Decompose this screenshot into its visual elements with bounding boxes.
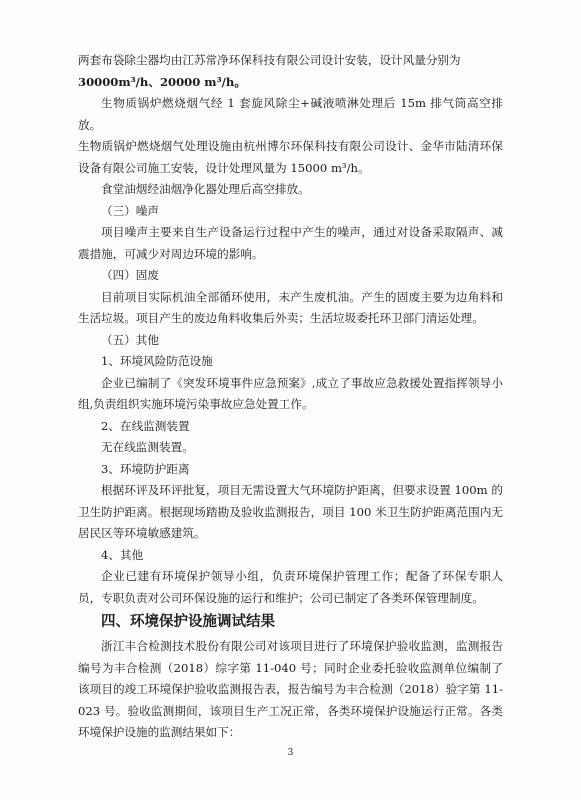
subheading-protection-distance: 3、环境防护距离	[101, 461, 190, 476]
para-risk: 企业已编制了《突发环境事件应急预案》,成立了事故应急救援处置指挥领导小组,负责组织实施环境污染事故应急处置工作。	[78, 375, 503, 411]
para-canteen-fumes: 食堂油烟经油烟净化器处理后高空排放。	[101, 182, 310, 196]
para-others: 企业已建有环境保护领导小组，负责环境保护管理工作；配备了环保专职人员，专职负责对公司环保设施的运行和维护；公司已制定了各类环保管理制度。	[78, 569, 503, 605]
subheading-online-monitoring: 2、在线监测装置	[101, 418, 190, 433]
heading-other: （五）其他	[101, 332, 159, 347]
para-commissioning: 浙江丰合检测技术股份有限公司对该项目进行了环境保护验收监测，监测报告编号为丰合检测（2018）综字第 11-040 号；同时企业委托验收监测单位编制了该项目的竣工环境保护验收监测报告表，报告编号为丰合检测（2018）验字第 11-023 号。验收监测期间，该项目生产工况正常，各类环境保护设施运行正常。各类环境保护设施的监测结果如下：	[78, 639, 503, 739]
para-airflow: 30000m³/h、20000 m³/h。	[78, 74, 246, 89]
para-noise: 项目噪声主要来自生产设备运行过程中产生的噪声，通过对设备采取隔声、减震措施，可减少对周边环境的影响。	[78, 225, 503, 261]
subheading-others: 4、其他	[101, 547, 144, 562]
para-biomass-boiler: 生物质锅炉燃烧烟气经 1 套旋风除尘+碱液喷淋处理后 15m 排气筒高空排放。	[78, 96, 503, 132]
para-protection-distance: 根据环评及环评批复，项目无需设置大气环境防护距离，但要求设置 100m 的卫生防护距离。根据现场踏勘及验收监测报告，项目 100 米卫生防护距离范围内无居民区等环境敏感建筑。	[78, 483, 503, 540]
para-boiler-facility: 生物质锅炉燃烧烟气处理设施由杭州博尔环保科技有限公司设计、金华市陆清环保设备有限公司施工安装，设计处理风量为 15000 m³/h。	[78, 139, 503, 175]
page-number: 3	[287, 748, 294, 758]
subheading-risk: 1、环境风险防范设施	[101, 354, 213, 368]
para-baghouse: 两套布袋除尘器均由江苏常净环保科技有限公司设计安装，设计风量分别为	[78, 53, 461, 67]
section-heading-commissioning: 四、环境保护设施调试结果	[101, 613, 275, 630]
heading-noise: （三）噪声	[101, 203, 159, 218]
heading-solid-waste: （四）固废	[101, 268, 159, 282]
para-online-monitoring: 无在线监测装置。	[101, 440, 194, 454]
para-solid-waste: 目前项目实际机油全部循环使用，未产生废机油。产生的固废主要为边角料和生活垃圾。项目产生的废边角料收集后外卖；生活垃圾委托环卫部门清运处理。	[78, 289, 503, 325]
